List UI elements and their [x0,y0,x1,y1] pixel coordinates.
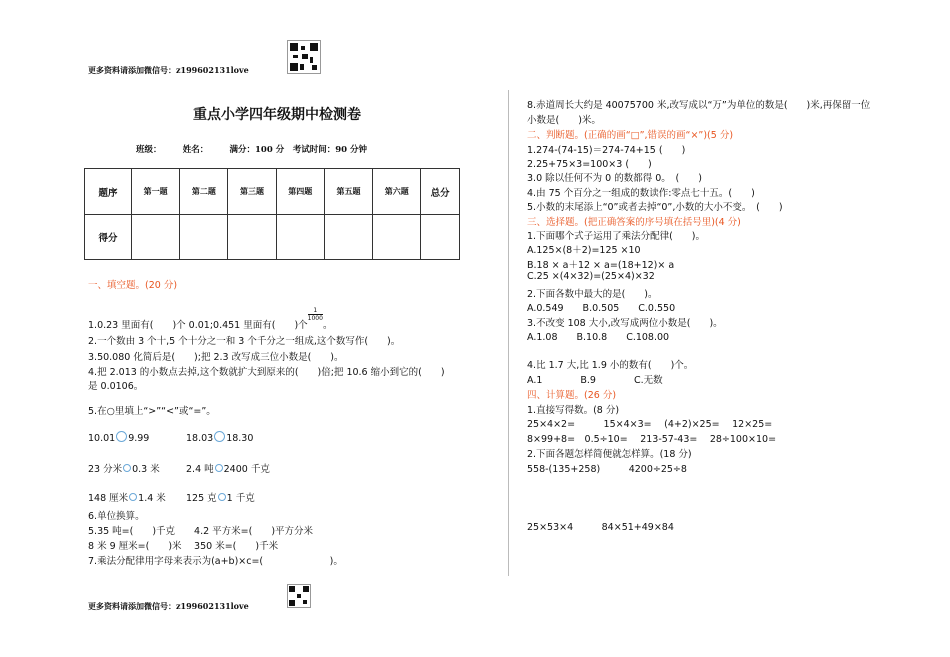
compare-right: 18.30 [226,433,254,444]
footer-contact-text: 更多资料请添加微信号：z199602131love [88,601,249,611]
section-true-false-heading: 二、判断题。(正确的画“□”,错误的画“×”)(5 分) [527,130,734,141]
judge-item-2: 2.25+75×3=100×3 ( ) [527,159,652,170]
score-table-column: 第二题 [180,169,228,215]
compare-item [88,431,149,444]
score-table-column: 第五题 [324,169,372,215]
choice-option: C.25 ×(4×32)=(25×4)×32 [527,271,655,282]
compare-right: 2400 千克 [223,464,270,475]
compare-right: 1.4 米 [138,493,166,504]
compare-item [186,490,255,504]
calc-row-2: 8×99+8= 0.5÷10= 213-57-43= 28÷100×10= [527,434,777,445]
question-1-end: 。 [322,320,333,331]
compare-right: 0.3 米 [132,464,160,475]
compare-circle-icon[interactable] [123,464,131,472]
fraction [308,307,323,322]
qr-code-icon [287,40,321,74]
score-table-header-label: 题序 [85,169,132,215]
compare-right: 1 千克 [226,493,255,504]
score-table-column: 第一题 [132,169,180,215]
compare-item [186,431,253,444]
exam-info-line: 班级： 姓名： 满分：100 分 考试时间：90 分钟 [136,145,367,155]
compare-circle-icon[interactable] [218,493,226,501]
column-divider [508,90,509,576]
score-cell[interactable] [324,215,372,260]
compare-left: 23 分米 [88,464,123,475]
score-table-column: 第三题 [228,169,276,215]
choice-options-2: A.0.549 B.0.505 C.0.550 [527,303,676,314]
score-cell[interactable] [228,215,276,260]
calc-row-3: 558-(135+258) 4200÷25÷8 [527,464,687,475]
score-cell[interactable] [276,215,324,260]
fraction-numerator: 1 [308,307,323,315]
choice-question-3: 3.不改变 108 大小,改写成两位小数是( )。 [527,318,723,329]
question-3: 3.50.080 化简后是( );把 2.3 改写成三位小数是( )。 [88,352,344,363]
judge-item-3: 3.0 除以任何不为 0 的数都得 0。 ( ) [527,173,702,184]
score-table-total-label: 总分 [421,169,460,215]
compare-circle-icon[interactable] [129,493,137,501]
choice-question-4: 4.比 1.7 大,比 1.9 小的数有( )个。 [527,360,694,371]
choice-question-1: 1.下面哪个式子运用了乘法分配律( )。 [527,231,705,242]
question-7: 7.乘法分配律用字母来表示为(a+b)×c=( )。 [88,556,343,567]
compare-left: 2.4 吨 [186,464,214,475]
compare-circle-icon[interactable] [215,464,223,472]
judge-item-5: 5.小数的末尾添上“0”或者去掉“0”,小数的大小不变。 ( ) [527,202,783,213]
question-1 [88,307,332,331]
score-table-column: 第四题 [276,169,324,215]
choice-option: A.125×(8＋2)=125 ×10 [527,245,641,256]
question-6-line-b: 8 米 9 厘米=( )米 350 米=( )千米 [88,541,279,552]
compare-item [88,490,166,504]
score-table-row-label: 得分 [85,215,132,260]
calc-question-2: 2.下面各题怎样简便就怎样算。(18 分) [527,449,692,460]
exam-title: 重点小学四年级期中检测卷 [193,107,361,123]
section-choice-heading: 三、选择题。(把正确答案的序号填在括号里)(4 分) [527,217,741,228]
score-cell[interactable] [180,215,228,260]
score-table-column: 第六题 [373,169,421,215]
compare-left: 148 厘米 [88,493,129,504]
compare-right: 9.99 [128,433,150,444]
judge-item-4: 4.由 75 个百分之一组成的数读作:零点七十五。( ) [527,188,755,199]
compare-circle-icon[interactable] [116,431,127,442]
header-contact-text: 更多资料请添加微信号：z199602131love [88,65,249,75]
question-8-line-1: 8.赤道周长大约是 40075700 米,改写成以“万”为单位的数是( )米,再保留一位 [527,100,871,111]
qr-code-icon [287,584,311,608]
fraction-denominator: 1000 [307,315,323,322]
choice-option: B.18 × a＋12 × a=(18+12)× a [527,260,675,271]
compare-left: 10.01 [88,433,116,444]
score-cell[interactable] [132,215,180,260]
question-2: 2.一个数由 3 个十,5 个十分之一和 3 个千分之一组成,这个数写作( )。 [88,336,401,347]
question-6: 6.单位换算。 [88,511,145,522]
judge-item-1: 1.274-(74-15)＝274-74+15 ( ) [527,145,686,156]
choice-question-2: 2.下面各数中最大的是( )。 [527,289,658,300]
compare-left: 18.03 [186,433,214,444]
question-4-line-2: 是 0.0106。 [88,381,144,392]
choice-options-4: A.1 B.9 C.无数 [527,375,663,386]
question-1-text: 1.0.23 里面有( )个 0.01;0.451 里面有( )个 [88,320,308,331]
score-table [84,168,460,260]
calc-row-1: 25×4×2= 15×4×3= (4+2)×25= 12×25= [527,419,773,430]
score-cell[interactable] [373,215,421,260]
question-4-line-1: 4.把 2.013 的小数点去掉,这个数就扩大到原来的( )倍;把 10.6 缩小到它的( ) [88,367,445,378]
question-8-line-2: 小数是( )米。 [527,115,601,126]
choice-options-3: A.1.08 B.10.8 C.108.00 [527,332,670,343]
calc-row-4: 25×53×4 84×51+49×84 [527,522,674,533]
section-fill-blanks-heading: 一、填空题。(20 分) [88,280,178,291]
question-5: 5.在○里填上“>”“<”或“=”。 [88,406,216,417]
section-calculation-heading: 四、计算题。(26 分) [527,390,617,401]
calc-question-1: 1.直接写得数。(8 分) [527,405,620,416]
question-6-line-a: 5.35 吨=( )千克 4.2 平方米=( )平方分米 [88,526,314,537]
compare-item [186,461,270,475]
compare-left: 125 克 [186,493,217,504]
compare-circle-icon[interactable] [214,431,225,442]
score-cell[interactable] [421,215,460,260]
compare-item [88,461,160,475]
